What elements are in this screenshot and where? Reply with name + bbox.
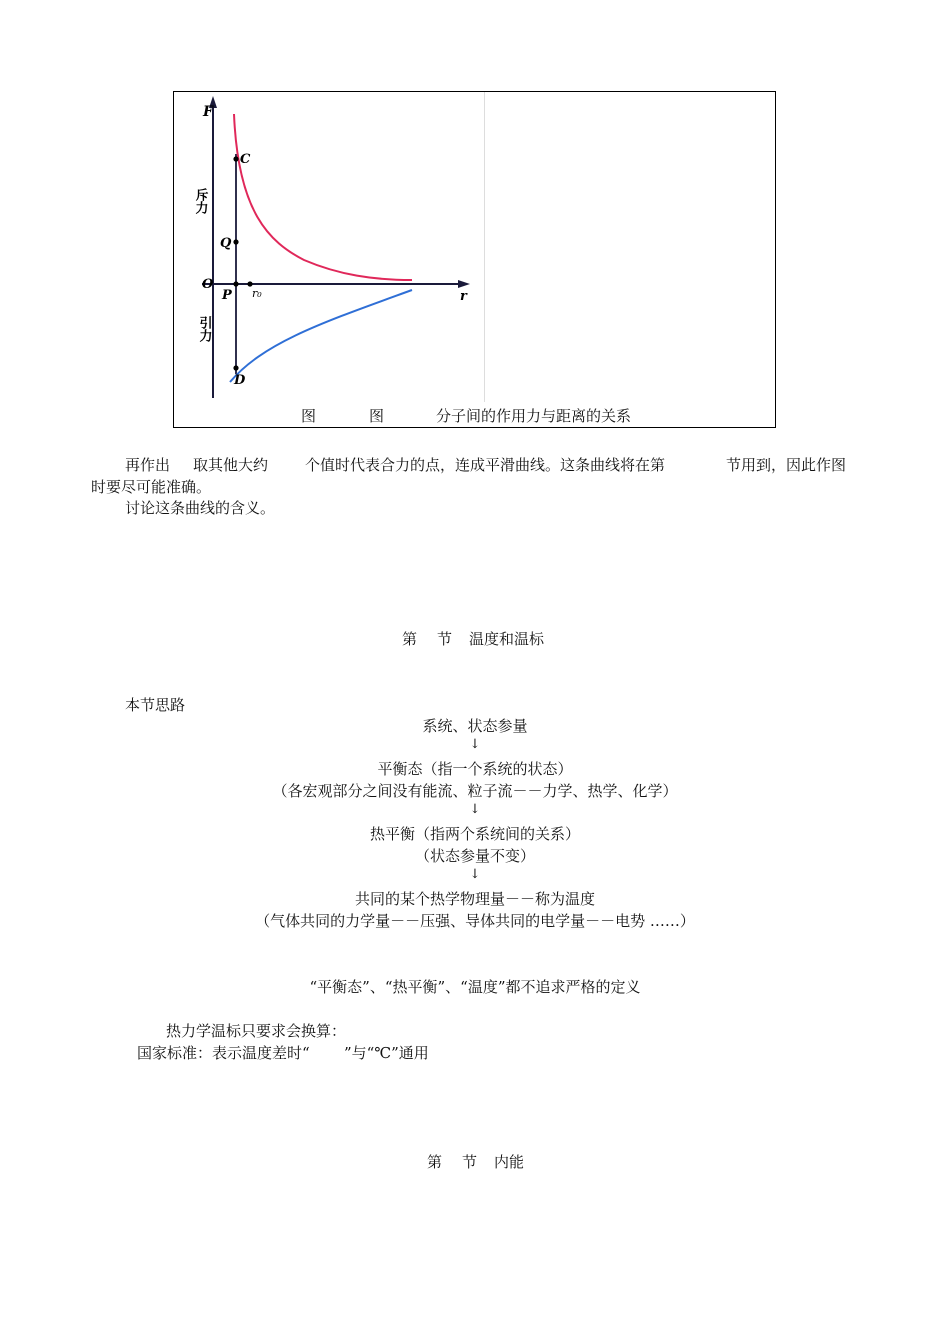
repulsion-curve [234,114,412,280]
outline-step-6: 共同的某个热学物理量－－称为温度 [354,890,595,908]
section3-di: 第 [427,1153,443,1171]
label-p: P [222,288,232,303]
outline-step-2: 平衡态（指一个系统的状态） [377,760,573,778]
label-d: D [234,373,246,388]
attraction-label [197,315,213,343]
attraction-curve [230,290,412,382]
outline-step-3: （各宏观部分之间没有能流、粒子流－－力学、热学、化学） [272,782,678,800]
outline-heading: 本节思路 [125,696,186,714]
force-distance-graph [174,92,474,402]
paragraph-line1-d: 节用到，因此作图 [726,456,847,474]
outline-arrow-1: ↓ [469,737,481,752]
f-axis-label: F [203,104,213,120]
definition-note: “平衡态”、“热平衡”、“温度”都不追求严格的定义 [309,978,641,996]
figure-frame [173,91,776,428]
caption-title: 分子间的作用力与距离的关系 [436,407,632,425]
thermo-line2-b: ”与“℃”通用 [344,1044,429,1062]
r-axis-label: r [460,289,467,304]
figure-divider [484,92,485,402]
thermo-line2-a: 国家标准：表示温度差时“ [137,1044,310,1062]
section3-jie: 节 [462,1153,478,1171]
paragraph-line2: 时要尽可能准确。 [91,478,212,496]
paragraph-line1-c: 个值时代表合力的点，连成平滑曲线。这条曲线将在第 [305,456,666,474]
point-q [233,239,238,244]
outline-arrow-2: ↓ [469,802,481,817]
section2-jie: 节 [437,630,453,648]
label-r0: r₀ [252,287,262,300]
outline-step-7: （气体共同的力学量－－压强、导体共同的电学量－－电势 ……） [255,912,695,930]
thermo-line1: 热力学温标只要求会换算： [166,1022,347,1040]
point-p [233,281,238,286]
section3-title: 内能 [494,1153,525,1171]
r-axis-arrow [458,280,470,288]
outline-step-5: （状态参量不变） [414,847,535,865]
caption-fig2: 图 [369,407,385,425]
section2-title: 温度和温标 [469,630,545,648]
outline-step-4: 热平衡（指两个系统间的关系） [369,825,580,843]
paragraph-line3: 讨论这条曲线的含义。 [125,499,276,517]
outline-arrow-3: ↓ [469,867,481,882]
point-d [233,365,238,370]
section2-di: 第 [402,630,418,648]
origin-label: O [202,277,214,292]
label-q: Q [220,236,232,251]
repulsion-label-text: 斥力 [192,188,208,214]
attraction-label-text: 引力 [196,316,212,342]
outline-step-1: 系统、状态参量 [422,717,528,735]
label-c: C [240,152,251,167]
point-r0 [247,281,252,286]
paragraph-line1-a: 再作出 [125,456,171,474]
point-c [233,156,238,161]
paragraph-line1-b: 取其他大约 [193,456,269,474]
repulsion-label [193,187,209,215]
caption-fig: 图 [301,407,317,425]
